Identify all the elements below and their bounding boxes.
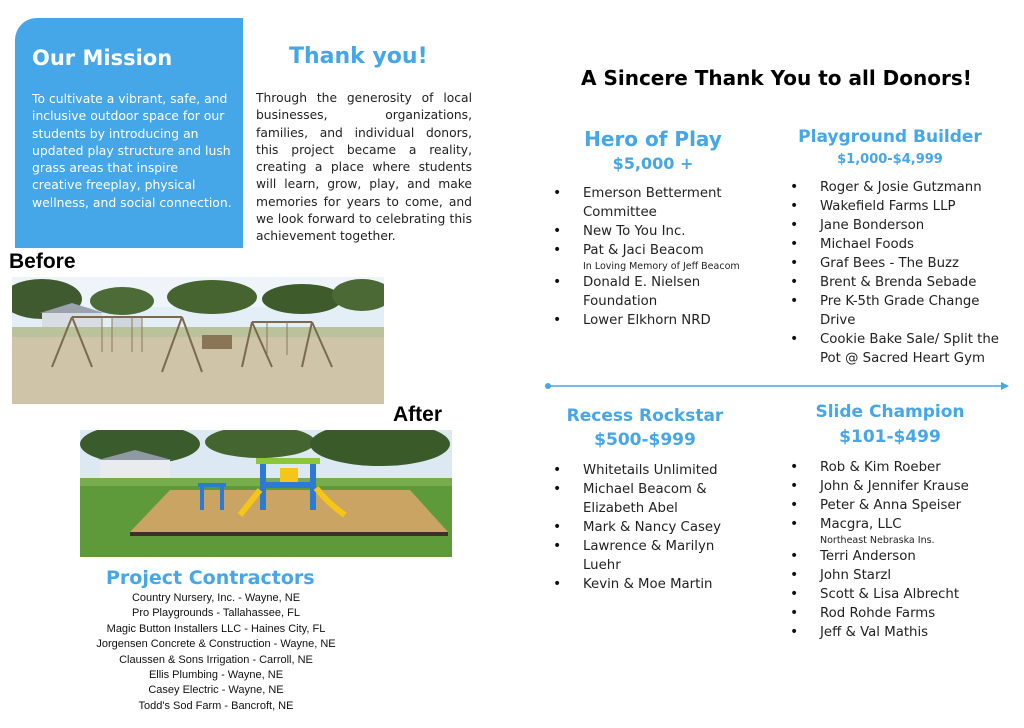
tier-recess-rockstar-list <box>553 461 753 594</box>
tier-recess-rockstar-range: $500-$999 <box>594 430 696 450</box>
donor-item: • Whitetails Unlimited <box>553 461 753 480</box>
after-photo <box>80 430 452 557</box>
mission-text: To cultivate a vibrant, safe, and inclusive outdoor space for our students by introducing an updated play structure and lush grass areas that inspire creative freeplay, physical wellness, and social connection. <box>32 91 232 210</box>
contractor-item: Pro Playgrounds - Tallahassee, FL <box>132 607 300 620</box>
donor-item: • Jeff & Val Mathis <box>790 623 1012 642</box>
tier-playground-builder-title: Playground Builder <box>798 127 982 147</box>
donor-item: • Mark & Nancy Casey <box>553 518 753 537</box>
tier-hero-of-play-title: Hero of Play <box>584 127 722 151</box>
thank-you-text: Through the generosity of local businesses, organizations, families, and individual donors, this project became a reality, creating a place where students will learn, grow, play, and make memories for years to come, and we look forward to celebrating this achievement together. <box>256 91 472 244</box>
donor-item: • Brent & Brenda Sebade <box>790 273 1012 292</box>
donor-item: • Wakefield Farms LLP <box>790 197 1012 216</box>
donor-item: • Graf Bees - The Buzz <box>790 254 1012 273</box>
tier-recess-rockstar-title: Recess Rockstar <box>566 406 724 426</box>
donor-item: • Pat & Jaci Beacom In Loving Memory of Jeff Beacom <box>553 241 753 273</box>
donor-item: • Macgra, LLC Northeast Nebraska Ins. <box>790 515 1012 547</box>
tier-slide-champion-title: Slide Champion <box>815 402 965 422</box>
donor-item: • John & Jennifer Krause <box>790 477 1012 496</box>
mission-panel <box>15 18 243 248</box>
tier-hero-of-play-range: $5,000 + <box>612 154 694 173</box>
tier-hero-of-play-list <box>553 184 753 330</box>
contractor-item: Claussen & Sons Irrigation - Carroll, NE <box>119 653 313 666</box>
contractor-item: Ellis Plumbing - Wayne, NE <box>148 669 284 682</box>
mission-title: Our Mission <box>32 46 173 70</box>
contractor-item: Magic Button Installers LLC - Haines City, FL <box>106 622 326 635</box>
after-label: After <box>393 403 443 426</box>
before-playground-image <box>12 277 384 404</box>
tier-playground-builder-list <box>790 178 1012 368</box>
donor-item: • Roger & Josie Gutzmann <box>790 178 1012 197</box>
donor-item: • Pre K-5th Grade Change Drive <box>790 292 1012 330</box>
donor-item: • Scott & Lisa Albrecht <box>790 585 1012 604</box>
donor-item: • Michael Foods <box>790 235 1012 254</box>
donor-item: • Emerson Betterment Committee <box>553 184 753 222</box>
donor-item: • Cookie Bake Sale/ Split the Pot @ Sacred Heart Gym <box>790 330 1012 368</box>
donor-item: • Rob & Kim Roeber <box>790 458 1012 477</box>
divider-arrow <box>545 380 1010 392</box>
donor-item: • Terri Anderson <box>790 547 1012 566</box>
tier-slide-champion-list <box>790 458 1012 642</box>
before-photo <box>12 277 384 404</box>
before-label: Before <box>9 250 76 273</box>
donor-item: • Peter & Anna Speiser <box>790 496 1012 515</box>
donor-item: • Michael Beacom & Elizabeth Abel <box>553 480 753 518</box>
donor-item: • Lower Elkhorn NRD <box>553 311 753 330</box>
donor-item: • Jane Bonderson <box>790 216 1012 235</box>
contractor-item: Country Nursery, Inc. - Wayne, NE <box>131 592 301 604</box>
donor-item: • Lawrence & Marilyn Luehr <box>553 537 753 575</box>
donor-item: • Donald E. Nielsen Foundation <box>553 273 753 311</box>
thank-you-title: Thank you! <box>289 44 428 69</box>
donor-item: • Rod Rohde Farms <box>790 604 1012 623</box>
donor-note: In Loving Memory of Jeff Beacom <box>583 261 740 272</box>
contractors-list <box>80 591 352 714</box>
after-playground-image <box>80 430 452 557</box>
donors-heading: A Sincere Thank You to all Donors! <box>581 66 972 90</box>
tier-playground-builder-range: $1,000-$4,999 <box>837 152 943 167</box>
contractors-title: Project Contractors <box>106 567 315 589</box>
contractor-item: Casey Electric - Wayne, NE <box>148 684 284 697</box>
donor-item: • Kevin & Moe Martin <box>553 575 753 594</box>
donor-item: • New To You Inc. <box>553 222 753 241</box>
contractor-item: Todd's Sod Farm - Bancroft, NE <box>138 699 294 712</box>
contractor-item: Jorgensen Concrete & Construction - Wayne, NE <box>96 638 336 651</box>
tier-slide-champion-range: $101-$499 <box>839 427 941 447</box>
donor-item: • John Starzl <box>790 566 1012 585</box>
donor-note: Northeast Nebraska Ins. <box>820 535 935 546</box>
